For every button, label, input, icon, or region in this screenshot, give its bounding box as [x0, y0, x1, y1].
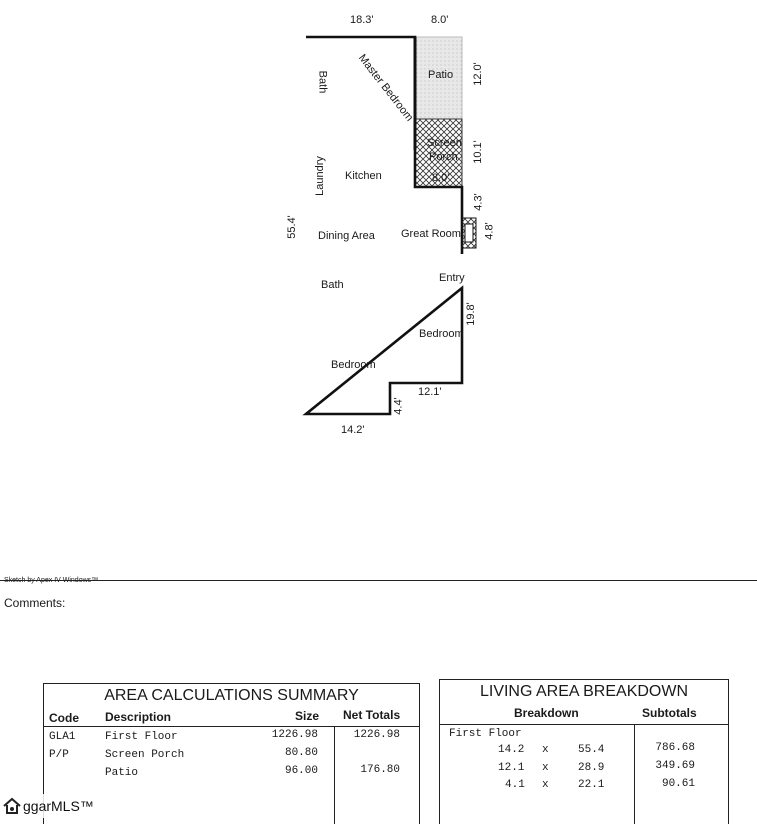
dim-top-right: 8.0' [431, 14, 449, 26]
dim-porch-side: 10.1' [471, 140, 484, 164]
header-code: Code [49, 711, 79, 725]
dim-step-a: 4.3' [472, 193, 485, 211]
room-laundry: Laundry [313, 156, 326, 196]
row3-description: Patio [105, 767, 139, 779]
bd-row3-sub: 90.61 [661, 778, 695, 790]
room-screen-porch-1: Screen [427, 137, 462, 149]
dim-patio-side: 12.0' [471, 62, 484, 86]
mls-watermark [0, 794, 98, 818]
bd-row2-sub: 349.69 [655, 760, 695, 772]
header-breakdown: Breakdown [514, 706, 579, 720]
row1-code: GLA1 [49, 731, 76, 743]
bd-row3-a: 4.1 [505, 779, 525, 791]
bd-row2-b: 28.9 [578, 762, 605, 774]
room-dining-area: Dining Area [318, 230, 375, 242]
header-net-totals: Net Totals [343, 708, 401, 722]
bd-row2-x: x [542, 762, 549, 774]
room-bath-bottom: Bath [321, 279, 344, 291]
room-bedroom-right: Bedroom [419, 328, 464, 340]
row1-description: First Floor [105, 731, 178, 743]
credit-divider [0, 580, 757, 581]
row3-net: 176.80 [360, 764, 400, 776]
dim-bottom: 14.2' [341, 424, 365, 436]
header-size: Size [295, 709, 320, 723]
room-screen-porch-2: Porch [429, 151, 458, 163]
room-patio: Patio [428, 69, 454, 81]
comments-label: Comments: [4, 596, 66, 610]
row2-size: 80.80 [284, 747, 318, 759]
bd-row3-b: 22.1 [578, 779, 605, 791]
row3-size: 96.00 [284, 765, 318, 777]
dim-left-side: 55.4' [285, 215, 298, 239]
living-area-title: LIVING AREA BREAKDOWN [479, 683, 689, 700]
bd-row2-a: 12.1 [498, 762, 525, 774]
room-bedroom-bottom: Bedroom [331, 359, 376, 371]
watermark-text: ggarMLS™ [23, 798, 94, 814]
bd-row1-x: x [542, 744, 549, 756]
area-summary-title: AREA CALCULATIONS SUMMARY [104, 687, 359, 704]
bd-row3-x: x [542, 779, 549, 791]
dim-porch-bottom: 8.0' [432, 172, 450, 184]
bd-row1-a: 14.2 [498, 744, 525, 756]
dim-bottom-step-v: 4.4' [392, 397, 405, 415]
row1-net: 1226.98 [353, 729, 400, 741]
row2-description: Screen Porch [105, 749, 185, 761]
floor-label: First Floor [449, 728, 522, 740]
room-master-bedroom: Master Bedroom [355, 52, 416, 124]
header-description: Description [105, 710, 172, 724]
living-area-table [439, 679, 729, 824]
room-kitchen: Kitchen [345, 170, 382, 182]
bd-row1-sub: 786.68 [655, 742, 695, 754]
area-summary-table [43, 683, 420, 824]
house-logo-icon [2, 796, 22, 816]
room-entry: Entry [439, 272, 465, 284]
bd-row1-b: 55.4 [578, 744, 605, 756]
room-bath-top: Bath [316, 70, 329, 94]
room-great-room: Great Room [401, 228, 461, 240]
row1-size: 1226.98 [271, 729, 318, 741]
dim-bottom-step-h: 12.1' [418, 386, 442, 398]
dim-top-left: 18.3' [350, 14, 374, 26]
dim-step-b: 4.8' [483, 222, 496, 240]
row2-code: P/P [49, 749, 69, 761]
header-subtotals: Subtotals [642, 706, 697, 720]
dim-right-lower: 19.8' [464, 302, 477, 326]
